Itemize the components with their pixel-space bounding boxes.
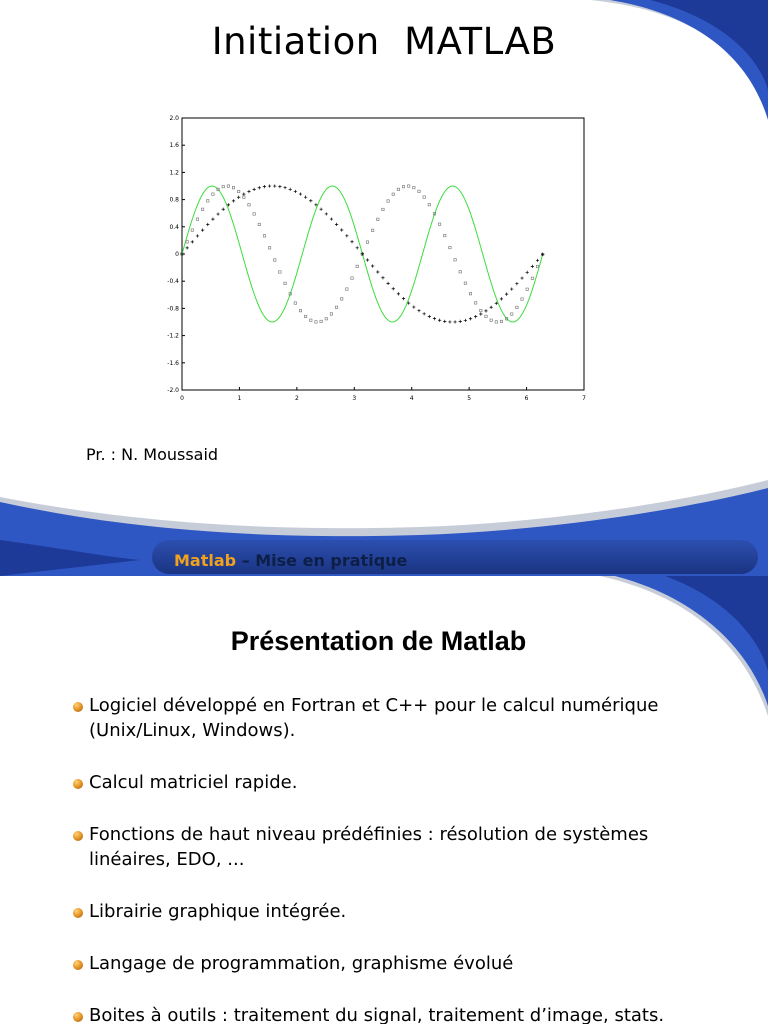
series-point bbox=[356, 246, 359, 249]
series-point bbox=[531, 277, 533, 279]
bullet-text: Librairie graphique intégrée. bbox=[89, 901, 347, 922]
series-point bbox=[201, 208, 203, 210]
series-point bbox=[196, 234, 199, 237]
y-tick-label: 2.0 bbox=[169, 115, 179, 122]
bullet-item bbox=[73, 693, 713, 743]
series-point bbox=[520, 276, 523, 279]
x-tick-label: 0 bbox=[180, 395, 184, 402]
series-point bbox=[258, 186, 261, 189]
series-point bbox=[428, 315, 431, 318]
series-point bbox=[216, 212, 219, 215]
y-tick-label: 0.8 bbox=[169, 196, 179, 204]
series-point bbox=[479, 312, 482, 315]
series-point bbox=[402, 185, 404, 187]
series-point bbox=[531, 265, 534, 268]
series-point bbox=[386, 282, 389, 285]
x-tick-label: 2 bbox=[294, 395, 299, 402]
x-tick-label: 5 bbox=[467, 395, 472, 402]
bullet-icon bbox=[73, 779, 83, 789]
x-tick-label: 6 bbox=[524, 395, 529, 402]
bullet-icon bbox=[73, 960, 83, 970]
series-point bbox=[186, 241, 188, 243]
series-point bbox=[500, 320, 502, 322]
series-point bbox=[268, 247, 270, 249]
series-point bbox=[428, 203, 430, 205]
bullet-icon bbox=[73, 1012, 83, 1022]
series-point bbox=[237, 190, 239, 192]
series-point bbox=[387, 200, 389, 202]
series-point bbox=[304, 196, 307, 199]
series-point bbox=[309, 199, 312, 202]
series-point bbox=[335, 223, 338, 226]
x-tick-label: 3 bbox=[352, 395, 357, 402]
series-point bbox=[263, 235, 265, 237]
series-point bbox=[413, 186, 415, 188]
series-point bbox=[196, 218, 198, 220]
series-point bbox=[237, 196, 240, 199]
series-point bbox=[377, 218, 379, 220]
bullet-item bbox=[73, 899, 713, 924]
series-point bbox=[283, 186, 286, 189]
bullet-item bbox=[73, 770, 713, 795]
series-point bbox=[392, 193, 394, 195]
series-point bbox=[382, 208, 384, 210]
series-point bbox=[464, 319, 467, 322]
series-point bbox=[335, 306, 337, 308]
series-point bbox=[340, 228, 343, 231]
series-point bbox=[278, 185, 281, 188]
series-point bbox=[299, 309, 301, 311]
series-point bbox=[299, 192, 302, 195]
bullet-text: Langage de programmation, graphisme évolué bbox=[89, 953, 514, 974]
series-point bbox=[366, 258, 369, 261]
series-point bbox=[243, 196, 245, 198]
series-point bbox=[253, 213, 255, 215]
series-point bbox=[248, 204, 250, 206]
series-point bbox=[371, 264, 374, 267]
series-point bbox=[242, 193, 245, 196]
y-tick-label: -1.2 bbox=[167, 332, 179, 340]
series-point bbox=[279, 271, 281, 273]
series-point bbox=[346, 288, 348, 290]
series-point bbox=[273, 184, 276, 187]
series-point bbox=[371, 229, 373, 231]
series-point bbox=[464, 282, 466, 284]
series-point bbox=[511, 313, 513, 315]
series-point bbox=[232, 199, 235, 202]
series-point bbox=[459, 271, 461, 273]
section-banner-text bbox=[174, 551, 407, 570]
series-point bbox=[438, 223, 440, 225]
series-point bbox=[284, 282, 286, 284]
series-point bbox=[345, 234, 348, 237]
series-point bbox=[490, 306, 493, 309]
series-point bbox=[480, 309, 482, 311]
series-point bbox=[294, 302, 296, 304]
series-point bbox=[325, 318, 327, 320]
series-point bbox=[222, 185, 224, 187]
series-point bbox=[201, 229, 204, 232]
series-point bbox=[454, 259, 456, 261]
bullet-text: Calcul matriciel rapide. bbox=[89, 772, 298, 793]
series-point bbox=[443, 320, 446, 323]
series-point bbox=[186, 246, 189, 249]
series-point bbox=[469, 292, 471, 294]
series-point bbox=[495, 321, 497, 323]
y-tick-label: 1.6 bbox=[169, 142, 179, 150]
series-point bbox=[320, 320, 322, 322]
y-tick-label: 0 bbox=[175, 251, 179, 258]
y-tick-label: -2.0 bbox=[167, 387, 179, 394]
series-point bbox=[526, 271, 529, 274]
series-point bbox=[515, 282, 518, 285]
series-point bbox=[392, 287, 395, 290]
y-tick-label: 1.2 bbox=[169, 169, 179, 177]
bullet-item bbox=[73, 951, 713, 976]
series-point bbox=[320, 208, 323, 211]
series-point bbox=[289, 188, 292, 191]
bullet-text: Fonctions de haut niveau prédéfinies : résolution de systèmes linéaires, EDO, ... bbox=[89, 824, 649, 870]
series-point bbox=[438, 319, 441, 322]
series-point bbox=[294, 190, 297, 193]
x-tick-label: 1 bbox=[237, 395, 242, 402]
series-point bbox=[227, 185, 229, 187]
series-point bbox=[423, 312, 426, 315]
series-point bbox=[453, 320, 456, 323]
bullet-text: Boites à outils : traitement du signal, traitement d’image, stats. bbox=[89, 1005, 665, 1024]
series-point bbox=[474, 315, 477, 318]
bullet-list bbox=[73, 693, 713, 1024]
series-point bbox=[474, 302, 476, 304]
series-point bbox=[381, 276, 384, 279]
bullet-text: Logiciel développé en Fortran et C++ pour le calcul numérique (Unix/Linux, Windows). bbox=[89, 695, 659, 741]
series-point bbox=[211, 218, 214, 221]
series-point bbox=[304, 315, 306, 317]
series-point bbox=[505, 293, 508, 296]
series-point bbox=[423, 196, 425, 198]
series-point bbox=[206, 223, 209, 226]
y-tick-label: -0.8 bbox=[167, 305, 179, 313]
series-point bbox=[212, 193, 214, 195]
series-point bbox=[516, 306, 518, 308]
series-point bbox=[191, 240, 194, 243]
series-point bbox=[485, 315, 487, 317]
bullet-item bbox=[73, 822, 713, 872]
series-point bbox=[376, 270, 379, 273]
series-point bbox=[207, 200, 209, 202]
series-point bbox=[330, 217, 333, 220]
series-point bbox=[397, 188, 399, 190]
banner-highlight: Matlab bbox=[174, 551, 237, 570]
matlab-plot bbox=[160, 110, 600, 410]
series-point bbox=[469, 317, 472, 320]
slide-2-title: Présentation de Matlab bbox=[230, 626, 527, 656]
series-point bbox=[448, 320, 451, 323]
series-point bbox=[325, 212, 328, 215]
banner-rest: – Mise en pratique bbox=[236, 551, 408, 570]
series-point bbox=[536, 265, 538, 267]
y-tick-label: -0.4 bbox=[167, 278, 179, 286]
author-name: Pr. : N. Moussaid bbox=[86, 445, 219, 464]
series-point bbox=[253, 188, 256, 191]
series-point bbox=[444, 234, 446, 236]
bullet-icon bbox=[73, 702, 83, 712]
slide-1-title: Initiation MATLAB bbox=[211, 20, 557, 63]
series-point bbox=[412, 305, 415, 308]
bullet-icon bbox=[73, 831, 83, 841]
series-point bbox=[402, 297, 405, 300]
series-point bbox=[356, 265, 358, 267]
series-point bbox=[258, 223, 260, 225]
series-point bbox=[274, 259, 276, 261]
series-point bbox=[191, 229, 193, 231]
series-point bbox=[350, 240, 353, 243]
series-point bbox=[526, 288, 528, 290]
series-point bbox=[417, 309, 420, 312]
y-tick-label: 0.4 bbox=[169, 223, 179, 231]
series-point bbox=[536, 259, 539, 262]
series-point bbox=[268, 184, 271, 187]
series-point bbox=[484, 309, 487, 312]
y-tick-label: -1.6 bbox=[167, 359, 179, 367]
series-point bbox=[222, 208, 225, 211]
series-point bbox=[310, 319, 312, 321]
series-point bbox=[397, 292, 400, 295]
series-point bbox=[232, 186, 234, 188]
slide-2 bbox=[0, 576, 768, 1024]
series-point bbox=[510, 287, 513, 290]
series-point bbox=[418, 190, 420, 192]
x-tick-label: 4 bbox=[409, 395, 414, 402]
series-point bbox=[315, 321, 317, 323]
series-point bbox=[341, 298, 343, 300]
series-point bbox=[407, 185, 409, 187]
series-point bbox=[459, 320, 462, 323]
series-point bbox=[433, 317, 436, 320]
series-point bbox=[263, 185, 266, 188]
series-point bbox=[449, 246, 451, 248]
series-point bbox=[351, 277, 353, 279]
bullet-item bbox=[73, 1003, 713, 1024]
series-point bbox=[366, 241, 368, 243]
series-point bbox=[521, 298, 523, 300]
series-point bbox=[247, 190, 250, 193]
series-point bbox=[490, 319, 492, 321]
series-point bbox=[500, 297, 503, 300]
x-tick-label: 7 bbox=[582, 395, 586, 402]
bullet-icon bbox=[73, 908, 83, 918]
series-point bbox=[330, 313, 332, 315]
